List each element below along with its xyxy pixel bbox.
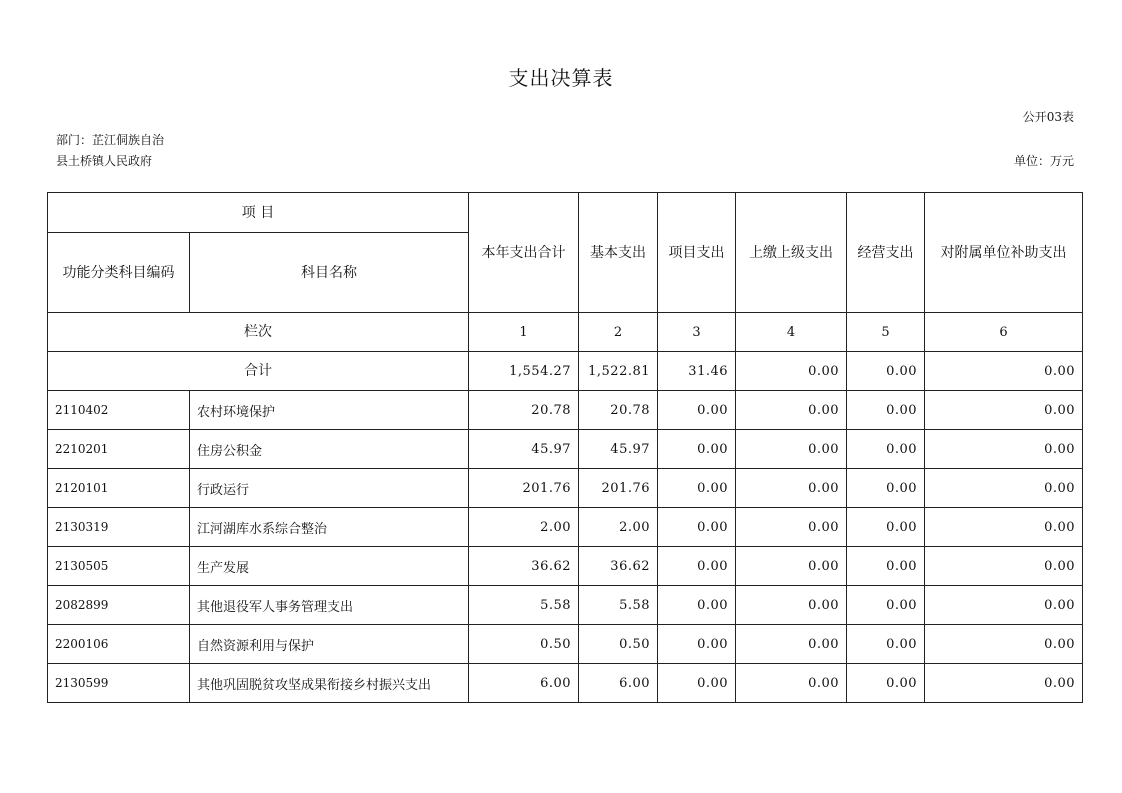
row-value-5: 0.00 xyxy=(847,547,925,586)
row-value-3: 0.00 xyxy=(658,430,736,469)
row-value-1: 201.76 xyxy=(469,469,579,508)
row-value-2: 36.62 xyxy=(579,547,658,586)
total-value-2: 1,522.81 xyxy=(579,352,658,391)
header-col2: 基本支出 xyxy=(579,193,658,313)
row-value-3: 0.00 xyxy=(658,664,736,703)
row-name: 其他巩固脱贫攻坚成果衔接乡村振兴支出 xyxy=(190,664,469,703)
row-name: 自然资源利用与保护 xyxy=(190,625,469,664)
total-value-6: 0.00 xyxy=(925,352,1083,391)
column-index-label: 栏次 xyxy=(48,313,469,352)
header-col1: 本年支出合计 xyxy=(469,193,579,313)
row-value-6: 0.00 xyxy=(925,586,1083,625)
table-number: 公开03表 xyxy=(1022,110,1074,124)
row-name: 行政运行 xyxy=(190,469,469,508)
row-value-5: 0.00 xyxy=(847,586,925,625)
row-name: 江河湖库水系综合整治 xyxy=(190,508,469,547)
row-code: 2110402 xyxy=(48,391,190,430)
row-name: 农村环境保护 xyxy=(190,391,469,430)
total-row xyxy=(48,352,1083,391)
row-value-4: 0.00 xyxy=(736,664,847,703)
row-value-4: 0.00 xyxy=(736,625,847,664)
row-value-3: 0.00 xyxy=(658,547,736,586)
row-value-3: 0.00 xyxy=(658,391,736,430)
row-value-5: 0.00 xyxy=(847,430,925,469)
table-row xyxy=(48,508,1083,547)
total-value-1: 1,554.27 xyxy=(469,352,579,391)
row-value-5: 0.00 xyxy=(847,391,925,430)
header-col5: 经营支出 xyxy=(847,193,925,313)
header-item xyxy=(48,193,469,233)
column-index-5: 5 xyxy=(847,313,925,352)
column-index-1: 1 xyxy=(469,313,579,352)
row-code: 2210201 xyxy=(48,430,190,469)
row-value-3: 0.00 xyxy=(658,508,736,547)
expenditure-table xyxy=(47,192,1083,703)
row-value-4: 0.00 xyxy=(736,391,847,430)
department-label: 部门：芷江侗族自治县土桥镇人民政府 xyxy=(56,133,165,168)
row-value-5: 0.00 xyxy=(847,469,925,508)
row-code: 2082899 xyxy=(48,586,190,625)
row-value-3: 0.00 xyxy=(658,469,736,508)
table-row xyxy=(48,664,1083,703)
row-value-1: 6.00 xyxy=(469,664,579,703)
row-value-5: 0.00 xyxy=(847,625,925,664)
row-value-6: 0.00 xyxy=(925,391,1083,430)
row-value-1: 45.97 xyxy=(469,430,579,469)
row-code: 2130319 xyxy=(48,508,190,547)
total-value-3: 31.46 xyxy=(658,352,736,391)
row-code: 2130599 xyxy=(48,664,190,703)
header-col6: 对附属单位补助支出 xyxy=(925,193,1083,313)
header-name: 科目名称 xyxy=(190,233,469,313)
row-name: 住房公积金 xyxy=(190,430,469,469)
row-value-2: 201.76 xyxy=(579,469,658,508)
column-index-row xyxy=(48,313,1083,352)
row-value-1: 5.58 xyxy=(469,586,579,625)
row-value-4: 0.00 xyxy=(736,469,847,508)
row-value-1: 2.00 xyxy=(469,508,579,547)
column-index-2: 2 xyxy=(579,313,658,352)
row-value-2: 5.58 xyxy=(579,586,658,625)
row-name: 其他退役军人事务管理支出 xyxy=(190,586,469,625)
row-value-4: 0.00 xyxy=(736,547,847,586)
row-value-2: 20.78 xyxy=(579,391,658,430)
column-index-4: 4 xyxy=(736,313,847,352)
header-col3: 项目支出 xyxy=(658,193,736,313)
header-row-1 xyxy=(48,193,1083,233)
column-index-3: 3 xyxy=(658,313,736,352)
table-row xyxy=(48,430,1083,469)
row-value-1: 20.78 xyxy=(469,391,579,430)
unit-label: 单位：万元 xyxy=(1013,154,1074,168)
row-value-1: 36.62 xyxy=(469,547,579,586)
row-value-6: 0.00 xyxy=(925,664,1083,703)
row-value-1: 0.50 xyxy=(469,625,579,664)
row-value-2: 45.97 xyxy=(579,430,658,469)
row-value-4: 0.00 xyxy=(736,430,847,469)
row-value-6: 0.00 xyxy=(925,430,1083,469)
total-value-5: 0.00 xyxy=(847,352,925,391)
column-index-6: 6 xyxy=(925,313,1083,352)
row-value-2: 2.00 xyxy=(579,508,658,547)
total-label: 合计 xyxy=(48,352,469,391)
total-value-4: 0.00 xyxy=(736,352,847,391)
row-value-6: 0.00 xyxy=(925,508,1083,547)
row-code: 2130505 xyxy=(48,547,190,586)
row-value-6: 0.00 xyxy=(925,547,1083,586)
table-row xyxy=(48,469,1083,508)
row-value-5: 0.00 xyxy=(847,664,925,703)
table-row xyxy=(48,391,1083,430)
row-value-2: 0.50 xyxy=(579,625,658,664)
page-title: 支出决算表 xyxy=(508,66,614,90)
row-value-3: 0.00 xyxy=(658,586,736,625)
row-value-2: 6.00 xyxy=(579,664,658,703)
header-code: 功能分类科目编码 xyxy=(48,233,190,313)
row-value-6: 0.00 xyxy=(925,469,1083,508)
header-col4: 上缴上级支出 xyxy=(736,193,847,313)
table-row xyxy=(48,586,1083,625)
row-value-5: 0.00 xyxy=(847,508,925,547)
row-code: 2120101 xyxy=(48,469,190,508)
row-value-4: 0.00 xyxy=(736,586,847,625)
row-code: 2200106 xyxy=(48,625,190,664)
row-value-4: 0.00 xyxy=(736,508,847,547)
row-value-6: 0.00 xyxy=(925,625,1083,664)
row-name: 生产发展 xyxy=(190,547,469,586)
table-row xyxy=(48,547,1083,586)
header-item-label: 项 目 xyxy=(241,204,275,221)
table-row xyxy=(48,625,1083,664)
row-value-3: 0.00 xyxy=(658,625,736,664)
